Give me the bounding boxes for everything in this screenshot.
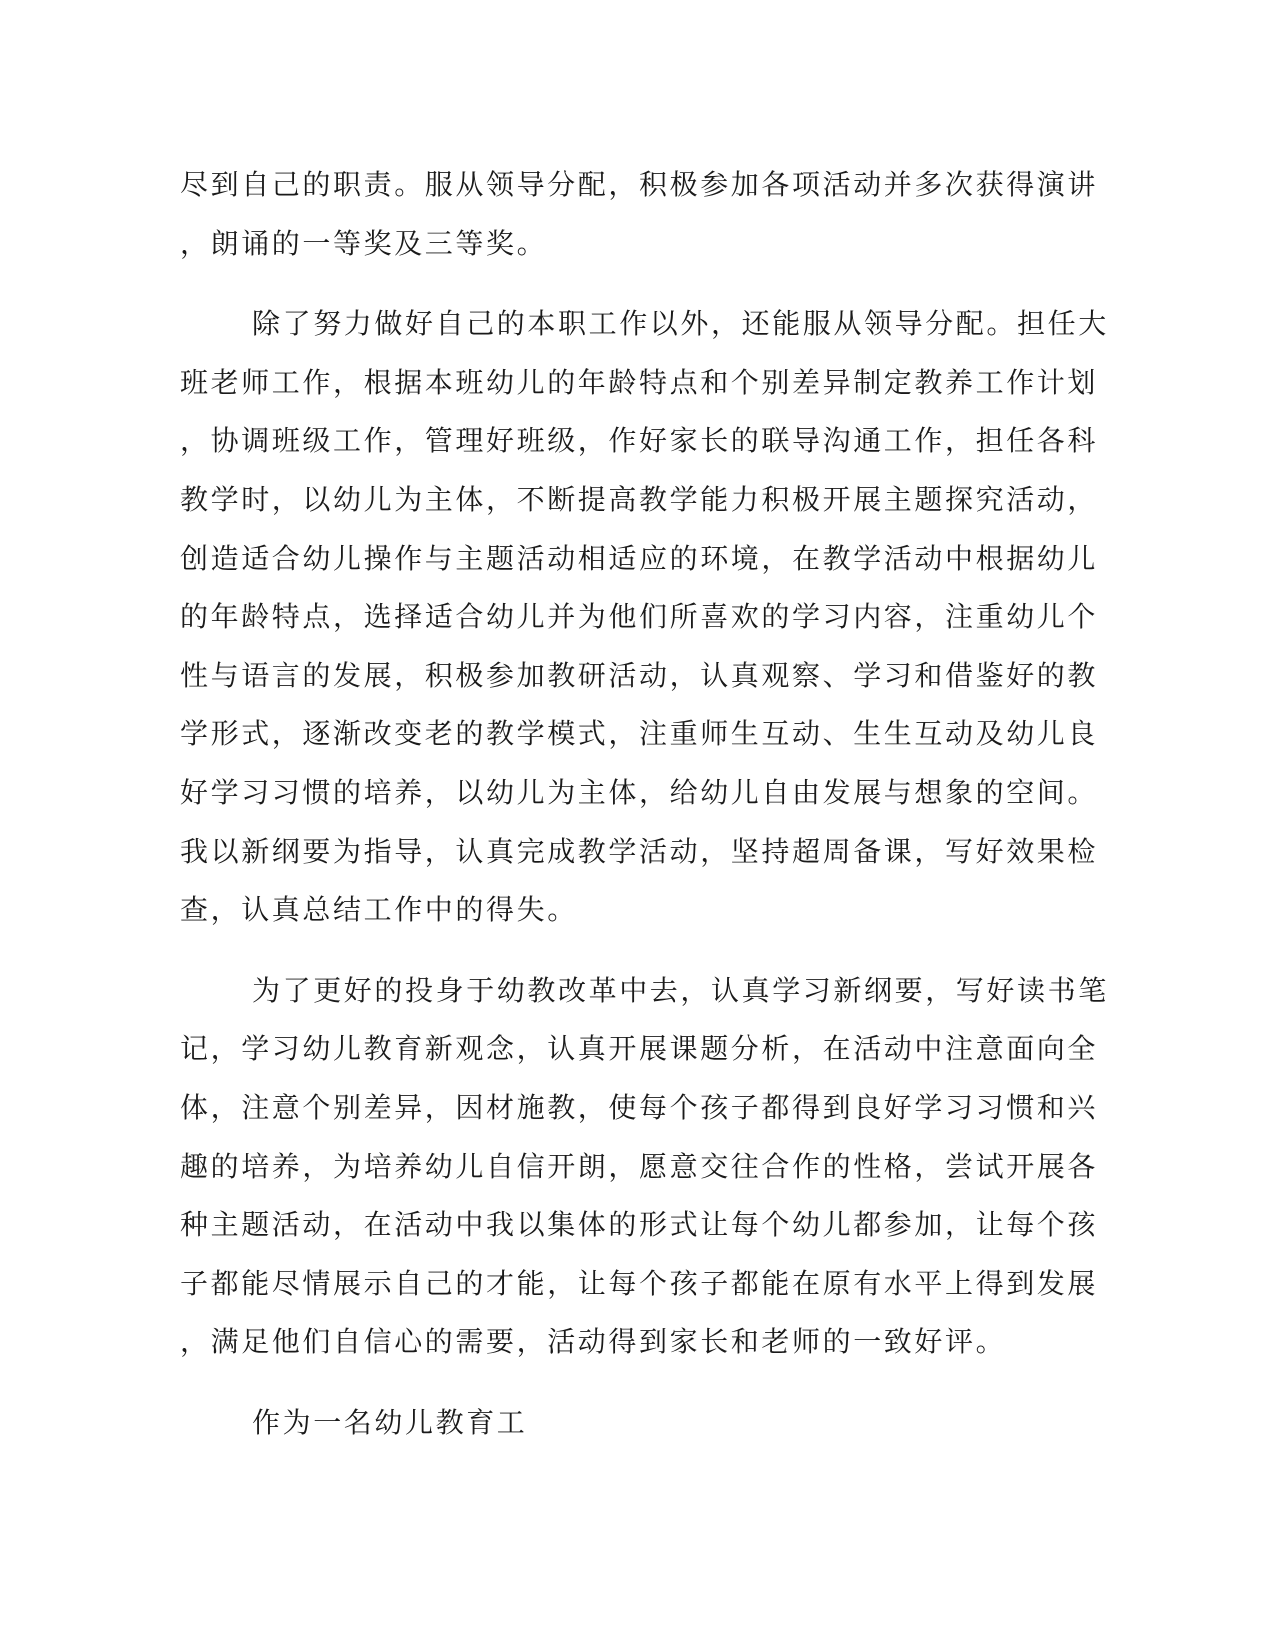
- paragraph-line-first: 除了努力做好自己的本职工作以外，还能服从领导分配。担任大: [252, 307, 1109, 341]
- paragraph-line: 记，学习幼儿教育新观念，认真开展课题分析，在活动中注意面向全: [180, 1032, 1099, 1066]
- paragraph-line: 好学习习惯的培养，以幼儿为主体，给幼儿自由发展与想象的空间。: [180, 775, 1099, 809]
- document-body: [180, 156, 1109, 1452]
- paragraph-line: 子都能尽情展示自己的才能，让每个孩子都能在原有水平上得到发展: [180, 1266, 1099, 1300]
- paragraph-line: 尽到自己的职责。服从领导分配，积极参加各项活动并多次获得演讲: [180, 168, 1099, 201]
- paragraph-line: 学形式，逐渐改变老的教学模式，注重师生互动、生生互动及幼儿良: [180, 717, 1099, 751]
- paragraph-3: [180, 962, 1109, 1372]
- paragraph-line: ，满足他们自信心的需要，活动得到家长和老师的一致好评。: [180, 1325, 1007, 1359]
- paragraph-line: ，朗诵的一等奖及三等奖。: [180, 226, 548, 260]
- paragraph-2: [180, 295, 1109, 940]
- paragraph-line: 种主题活动，在活动中我以集体的形式让每个幼儿都参加，让每个孩: [180, 1208, 1099, 1242]
- paragraph-line: 班老师工作，根据本班幼儿的年龄特点和个别差异制定教养工作计划: [180, 365, 1099, 399]
- paragraph-line: 教学时，以幼儿为主体，不断提高教学能力积极开展主题探究活动，: [180, 482, 1099, 516]
- paragraph-1: [180, 156, 1099, 273]
- paragraph-line: 我以新纲要为指导，认真完成教学活动，坚持超周备课，写好效果检: [180, 834, 1099, 868]
- paragraph-line: 性与语言的发展，积极参加教研活动，认真观察、学习和借鉴好的教: [180, 658, 1099, 692]
- paragraph-line: 趣的培养，为培养幼儿自信开朗，愿意交往合作的性格，尝试开展各: [180, 1149, 1099, 1183]
- paragraph-line: 体，注意个别差异，因材施教，使每个孩子都得到良好学习习惯和兴: [180, 1090, 1099, 1124]
- paragraph-line: 的年龄特点，选择适合幼儿并为他们所喜欢的学习内容，注重幼儿个: [180, 600, 1099, 634]
- paragraph-line-first: 作为一名幼儿教育工: [252, 1405, 528, 1439]
- paragraph-line: ，协调班级工作，管理好班级，作好家长的联导沟通工作，担任各科: [180, 424, 1099, 458]
- paragraph-line-first: 为了更好的投身于幼教改革中去，认真学习新纲要，写好读书笔: [252, 973, 1109, 1007]
- paragraph-4: [180, 1394, 1040, 1453]
- paragraph-line: 创造适合幼儿操作与主题活动相适应的环境，在教学活动中根据幼儿: [180, 541, 1099, 575]
- paragraph-line: 查，认真总结工作中的得失。: [180, 893, 578, 927]
